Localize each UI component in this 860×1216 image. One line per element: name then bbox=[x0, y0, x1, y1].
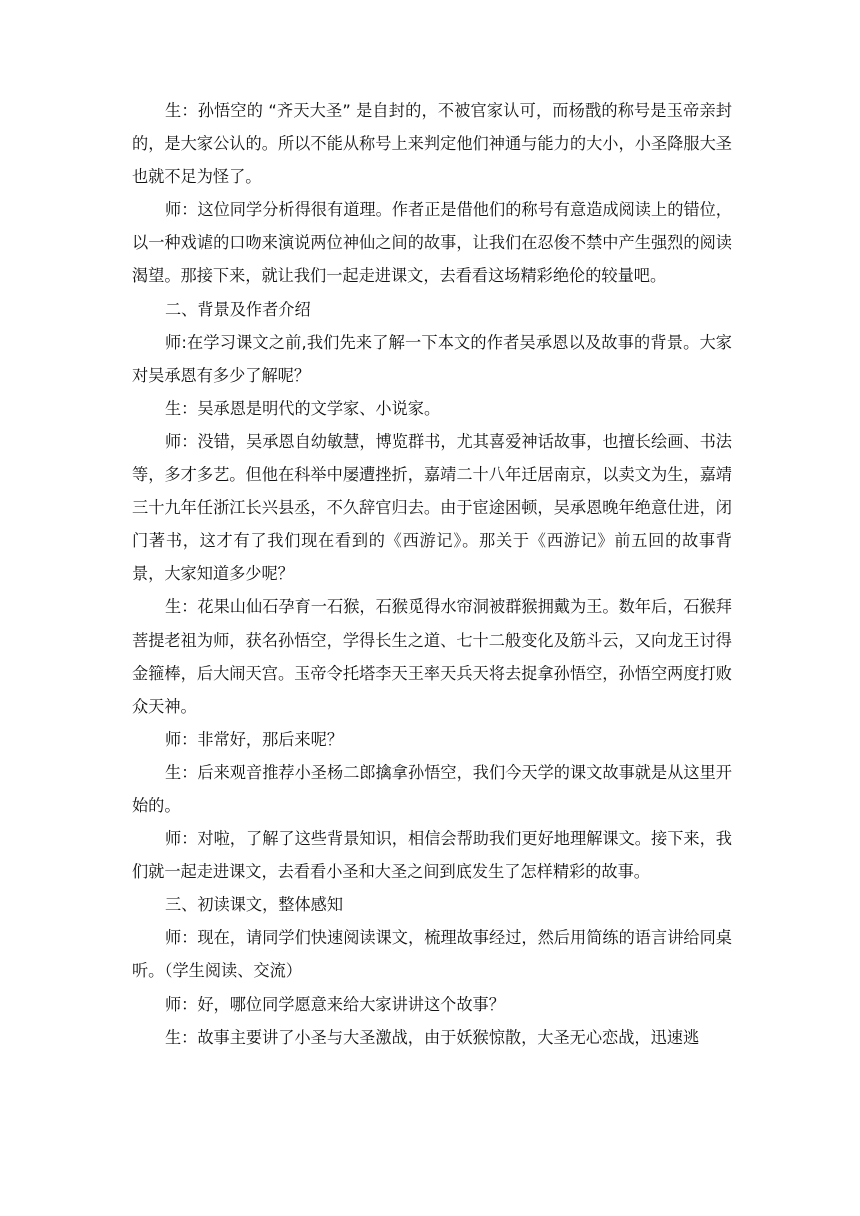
paragraph-teacher-followup: 师：非常好，那后来呢？ bbox=[165, 729, 344, 749]
paragraph-teacher-author-bio: 师：没错，吴承恩自幼敏慧，博览群书，尤其喜爱神话故事，也擅长绘画、书法等，多才多艺。但他在科举中屡遭挫折，嘉靖二十八年迁居南京，以卖文为生，嘉靖三十九年任浙江长兴县丞，不久辞官归去。由于宦途困顿，吴承恩晚年绝意仕进，闭门著书，这才有了我们现在看到的《西游记》。那关于《西游记》前五回的故事背景，大家知道多少呢？ bbox=[132, 431, 732, 584]
paragraph-student-title-analysis: 生：孙悟空的 “齐天大圣” 是自封的，不被官家认可，而杨戬的称号是玉帝亲封的，是大家公认的。所以不能从称号上来判定他们神通与能力的大小，小圣降服大圣也就不足为怪了。 bbox=[132, 101, 732, 187]
paragraph-student-author-answer: 生：吴承恩是明代的文学家、小说家。 bbox=[165, 398, 441, 418]
section-heading-first-reading: 三、初读课文，整体感知 bbox=[165, 895, 344, 915]
section-heading-background: 二、背景及作者介绍 bbox=[165, 299, 311, 319]
paragraph-teacher-transition: 师：对啦，了解了这些背景知识，相信会帮助我们更好地理解课文。接下来，我们就一起走进课文，去看看小圣和大圣之间到底发生了怎样精彩的故事。 bbox=[132, 829, 732, 882]
paragraph-student-story-background: 生：花果山仙石孕育一石猴，石猴觅得水帘洞被群猴拥戴为王。数年后，石猴拜菩提老祖为师，获名孙悟空，学得长生之道、七十二般变化及筋斗云，又向龙王讨得金箍棒，后大闹天宫。玉帝令托塔李天王率天兵天将去捉拿孙悟空，孙悟空两度打败众天神。 bbox=[132, 597, 732, 716]
paragraph-student-followup-answer: 生：后来观音推荐小圣杨二郎擒拿孙悟空，我们今天学的课文故事就是从这里开始的。 bbox=[132, 762, 732, 815]
document-body bbox=[132, 94, 732, 1054]
paragraph-student-story-summary: 生：故事主要讲了小圣与大圣激战，由于妖猴惊散，大圣无心恋战，迅速逃 bbox=[165, 1027, 700, 1047]
paragraph-teacher-reading-task: 师：现在，请同学们快速阅读课文，梳理故事经过，然后用简练的语言讲给同桌听。（学生阅读、交流） bbox=[132, 928, 732, 981]
paragraph-teacher-ask-story: 师：好，哪位同学愿意来给大家讲讲这个故事？ bbox=[165, 994, 505, 1014]
paragraph-teacher-comment: 师：这位同学分析得很有道理。作者正是借他们的称号有意造成阅读上的错位，以一种戏谑的口吻来演说两位神仙之间的故事，让我们在忍俊不禁中产生强烈的阅读渴望。那接下来，就让我们一起走进课文，去看看这场精彩绝伦的较量吧。 bbox=[132, 200, 732, 286]
paragraph-teacher-intro-author: 师:在学习课文之前,我们先来了解一下本文的作者吴承恩以及故事的背景。大家对吴承恩有多少了解呢？ bbox=[132, 332, 732, 385]
